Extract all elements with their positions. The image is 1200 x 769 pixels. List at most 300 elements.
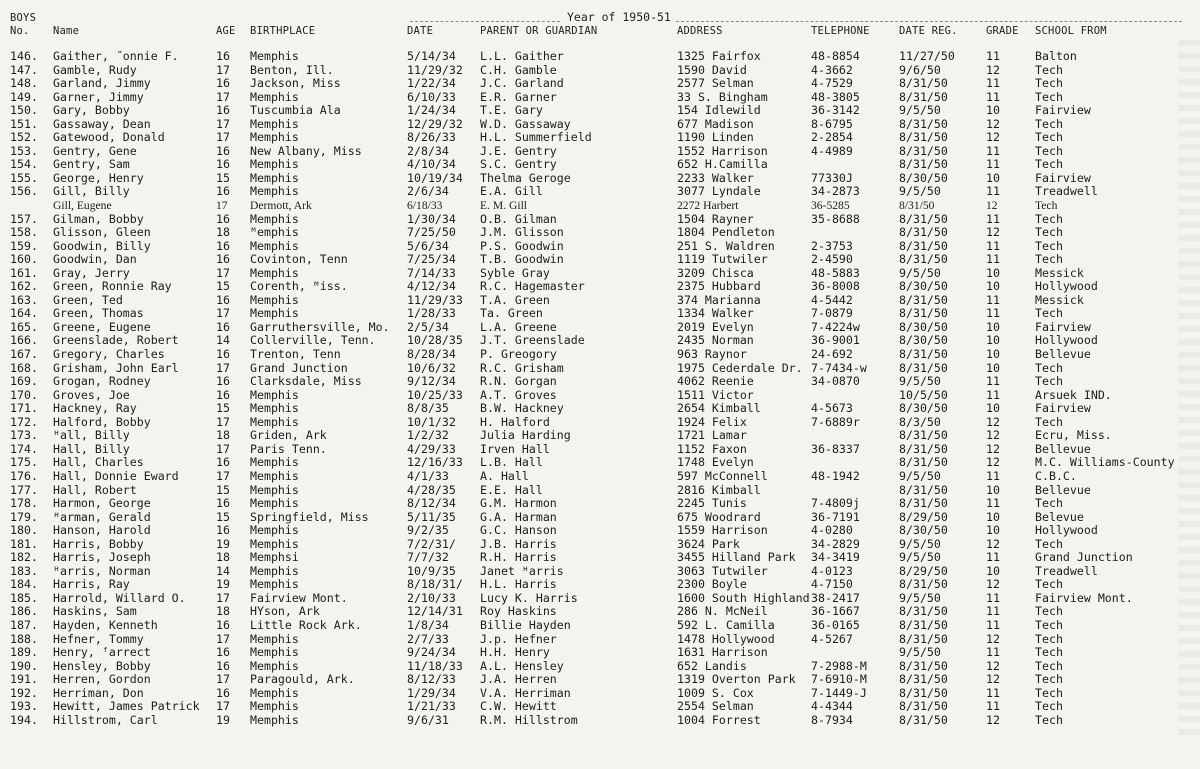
address: 1119 Tutwiler [677, 252, 768, 267]
date-registered: 8/31/50 [899, 482, 948, 497]
birth-date: 1/22/34 [407, 76, 456, 91]
birth-date: 1/29/34 [407, 685, 456, 700]
student-age: 19 [216, 712, 230, 727]
telephone: 7-4809j [811, 496, 860, 511]
grade: 12 [986, 658, 1000, 673]
row-number: 150. [10, 103, 38, 118]
student-name: Grisham, John Earl [53, 360, 179, 375]
parent-guardian: H.L. Harris [480, 577, 557, 592]
grade: 11 [986, 143, 1000, 158]
birth-date: 4/12/34 [407, 279, 456, 294]
student-name: Hall, Charles [53, 455, 144, 470]
school-from: Tech [1035, 360, 1063, 375]
table-row [0, 443, 1200, 457]
date-registered: 8/31/50 [899, 658, 948, 673]
row-number: 188. [10, 631, 38, 646]
address: 1631 Harrison [677, 645, 768, 660]
parent-guardian: B.W. Hackney [480, 401, 564, 416]
birth-date: 1/24/34 [407, 103, 456, 118]
birth-date: 1/28/33 [407, 306, 456, 321]
student-age: 18 [216, 604, 230, 619]
row-number: 174. [10, 441, 38, 456]
birth-date: 5/14/34 [407, 49, 456, 63]
grade: 11 [986, 252, 1000, 267]
student-name: Henry, ᶠarrect [53, 645, 151, 660]
telephone: 7-6910-M [811, 672, 867, 687]
parent-guardian: E.R. Garner [480, 89, 557, 104]
birthplace: Trenton, Tenn [250, 347, 341, 362]
student-age: 14 [216, 333, 230, 348]
school-from: Tech [1035, 211, 1063, 226]
date-registered: 9/5/50 [899, 645, 941, 660]
student-name: Gill, Eugene [53, 199, 112, 213]
bleed-through-margin [1178, 40, 1200, 740]
student-name: Groves, Joe [53, 387, 130, 402]
student-age: 16 [216, 211, 230, 226]
school-from: Tech [1035, 252, 1063, 267]
address: 3209 Chisca [677, 265, 754, 280]
birth-date: 6/10/33 [407, 89, 456, 104]
table-row [0, 64, 1200, 78]
school-from: Fairview [1035, 401, 1091, 416]
school-from: Tech [1035, 130, 1063, 145]
address: 2019 Evelyn [677, 319, 754, 334]
address: 1511 Victor [677, 387, 754, 402]
student-age: 16 [216, 238, 230, 253]
birth-date: 11/29/33 [407, 292, 463, 307]
birthplace: Memphis [250, 645, 299, 660]
table-row [0, 497, 1200, 511]
row-number: 177. [10, 482, 38, 497]
address: 1748 Evelyn [677, 455, 754, 470]
student-age: 17 [216, 414, 230, 429]
telephone: 36-7191 [811, 509, 860, 524]
parent-guardian: Ta. Green [480, 306, 543, 321]
telephone: 38-2417 [811, 590, 860, 605]
grade: 10 [986, 347, 1000, 362]
table-row [0, 185, 1200, 199]
date-registered: 8/31/50 [899, 428, 948, 443]
student-name: Hayden, Kenneth [53, 617, 158, 632]
date-registered: 8/31/50 [899, 292, 948, 307]
table-row [0, 551, 1200, 565]
address: 154 Idlewild [677, 103, 761, 118]
parent-guardian: P.S. Goodwin [480, 238, 564, 253]
parent-guardian: Lucy K. Harris [480, 590, 578, 605]
student-age: 16 [216, 184, 230, 199]
row-number: 156. [10, 184, 38, 199]
birthplace: Memphis [250, 631, 299, 646]
date-registered: 10/5/50 [899, 387, 948, 402]
parent-guardian: A.T. Groves [480, 387, 557, 402]
student-age: 17 [216, 360, 230, 375]
parent-guardian: J.M. Glisson [480, 225, 564, 240]
parent-guardian: J.T. Greenslade [480, 333, 585, 348]
table-row [0, 538, 1200, 552]
date-registered: 8/31/50 [899, 89, 948, 104]
school-from: Tech [1035, 617, 1063, 632]
student-name: Hanson, Harold [53, 523, 151, 538]
parent-guardian: L.B. Hall [480, 455, 543, 470]
birth-date: 9/2/35 [407, 523, 449, 538]
student-name: Gary, Bobby [53, 103, 130, 118]
col-header-telephone: TELEPHONE [811, 25, 870, 37]
date-registered: 8/29/50 [899, 509, 948, 524]
birth-date: 5/11/35 [407, 509, 456, 524]
table-row [0, 470, 1200, 484]
birthplace: Little Rock Ark. [250, 617, 362, 632]
birth-date: 1/8/34 [407, 617, 449, 632]
telephone: 34-2873 [811, 184, 860, 199]
parent-guardian: H.L. Summerfield [480, 130, 592, 145]
birthplace: Memphis [250, 482, 299, 497]
student-name: Gray, Jerry [53, 265, 130, 280]
student-age: 17 [216, 116, 230, 131]
birth-date: 7/14/33 [407, 265, 456, 280]
date-registered: 8/31/50 [899, 455, 948, 470]
grade: 11 [986, 49, 1000, 63]
date-registered: 8/31/50 [899, 441, 948, 456]
address: 2272 Harbert [677, 199, 739, 213]
table-row [0, 348, 1200, 362]
school-from: Arsuek IND. [1035, 387, 1112, 402]
student-table [0, 50, 1200, 727]
address: 597 McConnell [677, 468, 768, 483]
date-registered: 8/31/50 [899, 577, 948, 592]
date-registered: 8/30/50 [899, 170, 948, 185]
grade: 10 [986, 523, 1000, 538]
grade: 11 [986, 238, 1000, 253]
student-name: Haskins, Sam [53, 604, 137, 619]
row-number: 186. [10, 604, 38, 619]
birthplace: Grand Junction [250, 360, 348, 375]
birth-date: 8/28/34 [407, 347, 456, 362]
birth-date: 2/10/33 [407, 590, 456, 605]
telephone: 4-4989 [811, 143, 853, 158]
table-row [0, 700, 1200, 714]
birthplace: Benton, Ill. [250, 62, 334, 77]
birthplace: Memphis [250, 455, 299, 470]
student-age: 17 [216, 631, 230, 646]
grade: 10 [986, 509, 1000, 524]
table-row [0, 131, 1200, 145]
student-age: 16 [216, 523, 230, 538]
telephone: 36-9001 [811, 333, 860, 348]
telephone: 4-7150 [811, 577, 853, 592]
telephone: 48-3805 [811, 89, 860, 104]
birth-date: 5/6/34 [407, 238, 449, 253]
address: 286 N. McNeil [677, 604, 768, 619]
table-row [0, 660, 1200, 674]
telephone: 77330J [811, 170, 853, 185]
table-row [0, 253, 1200, 267]
birth-date: 8/12/33 [407, 672, 456, 687]
birthplace: Memphis [250, 387, 299, 402]
grade: 11 [986, 645, 1000, 660]
grade: 11 [986, 699, 1000, 714]
student-age: 16 [216, 374, 230, 389]
date-registered: 8/30/50 [899, 333, 948, 348]
date-registered: 9/5/50 [899, 468, 941, 483]
birthplace: Dermott, Ark [250, 199, 312, 213]
school-from: Tech [1035, 712, 1063, 727]
birthplace: Memphis [250, 238, 299, 253]
address: 652 H.Camilla [677, 157, 768, 172]
grade: 10 [986, 279, 1000, 294]
telephone: 36-5285 [811, 199, 850, 213]
school-from: Messick [1035, 292, 1084, 307]
address: 1504 Rayner [677, 211, 754, 226]
telephone: 36-3142 [811, 103, 860, 118]
student-name: Gamble, Rudy [53, 62, 137, 77]
birthplace: Memphis [250, 468, 299, 483]
grade: 11 [986, 590, 1000, 605]
telephone: 35-8688 [811, 211, 860, 226]
row-number: 157. [10, 211, 38, 226]
table-row [0, 416, 1200, 430]
school-from: Hollywood [1035, 523, 1098, 538]
school-from: Tech [1035, 577, 1063, 592]
birthplace: Memphis [250, 184, 299, 199]
birth-date: 9/12/34 [407, 374, 456, 389]
address: 1009 S. Cox [677, 685, 754, 700]
parent-guardian: A. Hall [480, 468, 529, 483]
row-number: 168. [10, 360, 38, 375]
student-name: ᴴall, Billy [53, 428, 130, 443]
address: 1004 Forrest [677, 712, 761, 727]
row-number: 166. [10, 333, 38, 348]
row-number: 152. [10, 130, 38, 145]
row-number: 194. [10, 712, 38, 727]
grade: 11 [986, 184, 1000, 199]
date-registered: 9/6/50 [899, 62, 941, 77]
date-registered: 8/31/50 [899, 306, 948, 321]
student-age: 18 [216, 428, 230, 443]
grade: 12 [986, 712, 1000, 727]
table-row [0, 334, 1200, 348]
birthplace: Memphis [250, 685, 299, 700]
row-number: 178. [10, 496, 38, 511]
grade: 10 [986, 333, 1000, 348]
grade: 11 [986, 496, 1000, 511]
telephone: 36-8337 [811, 441, 860, 456]
grade: 10 [986, 319, 1000, 334]
grade: 11 [986, 685, 1000, 700]
date-registered: 9/5/50 [899, 590, 941, 605]
parent-guardian: R.M. Hillstrom [480, 712, 578, 727]
grade: 10 [986, 265, 1000, 280]
birthplace: Memphis [250, 170, 299, 185]
date-registered: 8/31/50 [899, 699, 948, 714]
student-name: Harris, Joseph [53, 550, 151, 565]
student-name: Harris, Ray [53, 577, 130, 592]
address: 1334 Walker [677, 306, 754, 321]
address: 4062 Reenie [677, 374, 754, 389]
school-from: Tech [1035, 414, 1063, 429]
birth-date: 4/10/34 [407, 157, 456, 172]
telephone: 8-6795 [811, 116, 853, 131]
table-row [0, 145, 1200, 159]
date-registered: 8/31/50 [899, 360, 948, 375]
birth-date: 10/28/35 [407, 333, 463, 348]
telephone: 34-2829 [811, 536, 860, 551]
birthplace: Memphis [250, 292, 299, 307]
parent-guardian: R.H. Harris [480, 550, 557, 565]
grade: 12 [986, 672, 1000, 687]
table-row [0, 77, 1200, 91]
student-name: Grogan, Rodney [53, 374, 151, 389]
parent-guardian: J.C. Garland [480, 76, 564, 91]
student-name: Goodwin, Billy [53, 238, 151, 253]
birthplace: Memphis [250, 523, 299, 538]
student-name: Green, Thomas [53, 306, 144, 321]
row-number: 180. [10, 523, 38, 538]
col-header-parent: PARENT OR GUARDIAN [480, 25, 598, 37]
col-header-birthplace: BIRTHPLACE [250, 25, 316, 37]
address: 3077 Lyndale [677, 184, 761, 199]
birthplace: Memphis [250, 401, 299, 416]
table-row [0, 605, 1200, 619]
grade: 12 [986, 414, 1000, 429]
birth-date: 7/25/50 [407, 225, 456, 240]
table-row [0, 646, 1200, 660]
table-row [0, 158, 1200, 172]
student-age: 15 [216, 401, 230, 416]
address: 2435 Norman [677, 333, 754, 348]
student-age: 15 [216, 279, 230, 294]
grade: 11 [986, 468, 1000, 483]
telephone: 2-2854 [811, 130, 853, 145]
birthplace: Covinton, Tenn [250, 252, 348, 267]
row-number: 153. [10, 143, 38, 158]
school-from: Tech [1035, 76, 1063, 91]
birthplace: Memphis [250, 157, 299, 172]
student-name: Gaither, ˝onnie F. [53, 49, 179, 63]
student-age: 16 [216, 143, 230, 158]
address: 1590 David [677, 62, 747, 77]
address: 592 L. Camilla [677, 617, 775, 632]
telephone: 7-0879 [811, 306, 853, 321]
row-number: 148. [10, 76, 38, 91]
school-from: Tech [1035, 374, 1063, 389]
birthplace: Memphis [250, 577, 299, 592]
student-name: Greene, Eugene [53, 319, 151, 334]
row-number: 162. [10, 279, 38, 294]
telephone: 7-1449-J [811, 685, 867, 700]
date-registered: 9/5/50 [899, 265, 941, 280]
parent-guardian: T.A. Green [480, 292, 550, 307]
telephone: 48-5883 [811, 265, 860, 280]
birthplace: Fairview Mont. [250, 590, 348, 605]
row-number: 164. [10, 306, 38, 321]
grade: 12 [986, 577, 1000, 592]
student-name: Greenslade, Robert [53, 333, 179, 348]
birthplace: Memphis [250, 130, 299, 145]
parent-guardian: P. Greogory [480, 347, 557, 362]
row-number: 161. [10, 265, 38, 280]
birth-date: 4/1/33 [407, 468, 449, 483]
student-name: Gatewood, Donald [53, 130, 165, 145]
student-age: 15 [216, 509, 230, 524]
row-number: 183. [10, 563, 38, 578]
school-from: Hollywood [1035, 279, 1098, 294]
birthplace: Memphis [250, 116, 299, 131]
telephone: 4-7529 [811, 76, 853, 91]
birthplace: Clarksdale, Miss [250, 374, 362, 389]
grade: 11 [986, 89, 1000, 104]
address: 251 S. Waldren [677, 238, 775, 253]
student-age: 17 [216, 468, 230, 483]
birthplace: Jackson, Miss [250, 76, 341, 91]
grade: 11 [986, 617, 1000, 632]
table-row [0, 226, 1200, 240]
col-header-date: DATE [407, 25, 434, 37]
birth-date: 1/30/34 [407, 211, 456, 226]
row-number: 170. [10, 387, 38, 402]
parent-guardian: E. M. Gill [480, 199, 528, 213]
col-header-name: Name [53, 25, 80, 37]
telephone: 36-1667 [811, 604, 860, 619]
birthplace: Memphis [250, 211, 299, 226]
school-from: Tech [1035, 685, 1063, 700]
date-registered: 9/5/50 [899, 103, 941, 118]
parent-guardian: C.H. Gamble [480, 62, 557, 77]
table-row [0, 267, 1200, 281]
school-from: Tech [1035, 672, 1063, 687]
date-registered: 8/31/50 [899, 672, 948, 687]
date-registered: 8/3/50 [899, 414, 941, 429]
grade: 10 [986, 563, 1000, 578]
student-name: Hefner, Tommy [53, 631, 144, 646]
parent-guardian: C.W. Hewitt [480, 699, 557, 714]
telephone: 4-5442 [811, 292, 853, 307]
birth-date: 4/29/33 [407, 441, 456, 456]
table-row [0, 240, 1200, 254]
header-rule-right [676, 21, 1182, 22]
birth-date: 1/21/33 [407, 699, 456, 714]
row-number: 179. [10, 509, 38, 524]
row-number: 172. [10, 414, 38, 429]
school-from: Fairview [1035, 170, 1091, 185]
birth-date: 7/7/32 [407, 550, 449, 565]
address: 1152 Faxon [677, 441, 747, 456]
table-row [0, 389, 1200, 403]
student-name: Hall, Donnie Eward [53, 468, 179, 483]
school-from: Hollywood [1035, 333, 1098, 348]
birthplace: HYson, Ark [250, 604, 320, 619]
date-registered: 8/31/50 [899, 238, 948, 253]
parent-guardian: S.C. Gentry [480, 157, 557, 172]
date-registered: 8/31/50 [899, 143, 948, 158]
grade: 12 [986, 62, 1000, 77]
date-registered: 8/31/50 [899, 712, 948, 727]
grade: 12 [986, 225, 1000, 240]
row-number: 167. [10, 347, 38, 362]
school-from: Fairview [1035, 319, 1091, 334]
date-registered: 8/30/50 [899, 319, 948, 334]
student-age: 16 [216, 645, 230, 660]
address: 1924 Felix [677, 414, 747, 429]
row-number: 176. [10, 468, 38, 483]
birth-date: 12/14/31 [407, 604, 463, 619]
birthplace: New Albany, Miss [250, 143, 362, 158]
school-from: Tech [1035, 496, 1063, 511]
table-row [0, 307, 1200, 321]
birth-date: 10/6/32 [407, 360, 456, 375]
table-row [0, 104, 1200, 118]
parent-guardian: A.L. Hensley [480, 658, 564, 673]
telephone: 7-7434-w [811, 360, 867, 375]
